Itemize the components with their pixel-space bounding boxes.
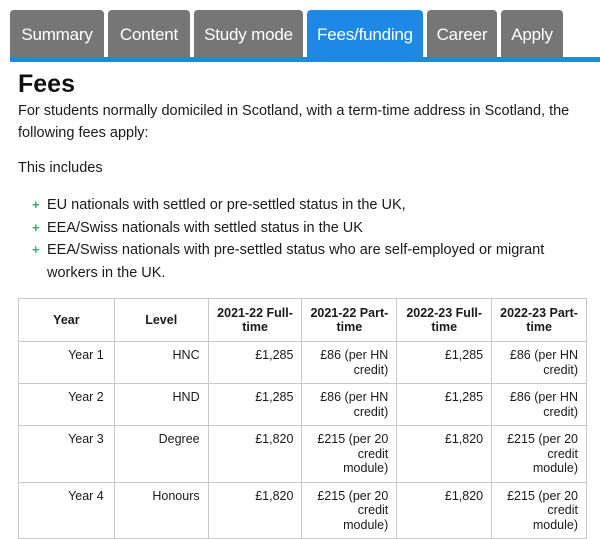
list-item-text: EEA/Swiss nationals with pre-settled status who are self-employed or migrant workers in the UK.: [47, 242, 545, 281]
cell-fee: £215 (per 20 credit module): [302, 482, 397, 539]
cell-fee: £215 (per 20 credit module): [302, 426, 397, 483]
cell-fee: £86 (per HN credit): [302, 342, 397, 384]
header-2022-23-full-time: 2022-23 Full-time: [397, 299, 492, 342]
table-row: [19, 482, 587, 539]
list-item: [32, 217, 592, 240]
table-row: [19, 426, 587, 483]
cell-year: Year 3: [19, 426, 115, 483]
header-2022-23-part-time: 2022-23 Part-time: [492, 299, 587, 342]
plus-icon: +: [32, 219, 40, 235]
cell-year: Year 1: [19, 342, 115, 384]
page-title: Fees: [18, 70, 75, 98]
tab-apply[interactable]: Apply: [501, 10, 563, 60]
plus-icon: +: [32, 242, 40, 257]
cell-year: Year 4: [19, 482, 115, 539]
cell-fee: £1,285: [397, 342, 492, 384]
fees-table: [18, 298, 587, 539]
plus-icon: +: [32, 197, 40, 212]
cell-level: HNC: [114, 342, 208, 384]
course-tabs: [0, 0, 600, 62]
cell-fee: £1,285: [208, 342, 302, 384]
cell-year: Year 2: [19, 384, 115, 426]
cell-fee: £86 (per HN credit): [492, 384, 587, 426]
cell-fee: £86 (per HN credit): [492, 342, 587, 384]
tab-summary[interactable]: Summary: [10, 10, 104, 60]
cell-fee: £215 (per 20 credit module): [492, 426, 587, 483]
list-item: [32, 194, 592, 217]
cell-fee: £1,820: [208, 426, 302, 483]
list-item-text: EEA/Swiss nationals with settled status in the UK: [47, 219, 363, 236]
cell-fee: £86 (per HN credit): [302, 384, 397, 426]
header-year: Year: [19, 299, 115, 342]
cell-fee: £1,285: [397, 384, 492, 426]
cell-fee: £1,820: [208, 482, 302, 539]
table-header-row: [19, 299, 587, 342]
tab-career[interactable]: Career: [427, 10, 497, 60]
cell-fee: £215 (per 20 credit module): [492, 482, 587, 539]
header-level: Level: [114, 299, 208, 342]
eligibility-list: [32, 194, 592, 284]
tab-content[interactable]: Content: [108, 10, 190, 60]
table-row: [19, 342, 587, 384]
list-item: [32, 239, 592, 284]
cell-fee: £1,285: [208, 384, 302, 426]
active-tab-underline: [10, 57, 600, 62]
intro-text: For students normally domiciled in Scotland, with a term-time address in Scotland, the following fees apply:: [18, 103, 570, 141]
tab-fees-funding[interactable]: Fees/funding: [307, 10, 423, 60]
cell-fee: £1,820: [397, 482, 492, 539]
cell-level: Honours: [114, 482, 208, 539]
cell-level: Degree: [114, 426, 208, 483]
cell-level: HND: [114, 384, 208, 426]
cell-fee: £1,820: [397, 426, 492, 483]
list-item-text: EU nationals with settled or pre-settled status in the UK,: [47, 197, 406, 213]
table-row: [19, 384, 587, 426]
header-2021-22-full-time: 2021-22 Full-time: [208, 299, 302, 342]
includes-label: This includes: [18, 160, 103, 176]
tab-study-mode[interactable]: Study mode: [194, 10, 303, 60]
header-2021-22-part-time: 2021-22 Part-time: [302, 299, 397, 342]
